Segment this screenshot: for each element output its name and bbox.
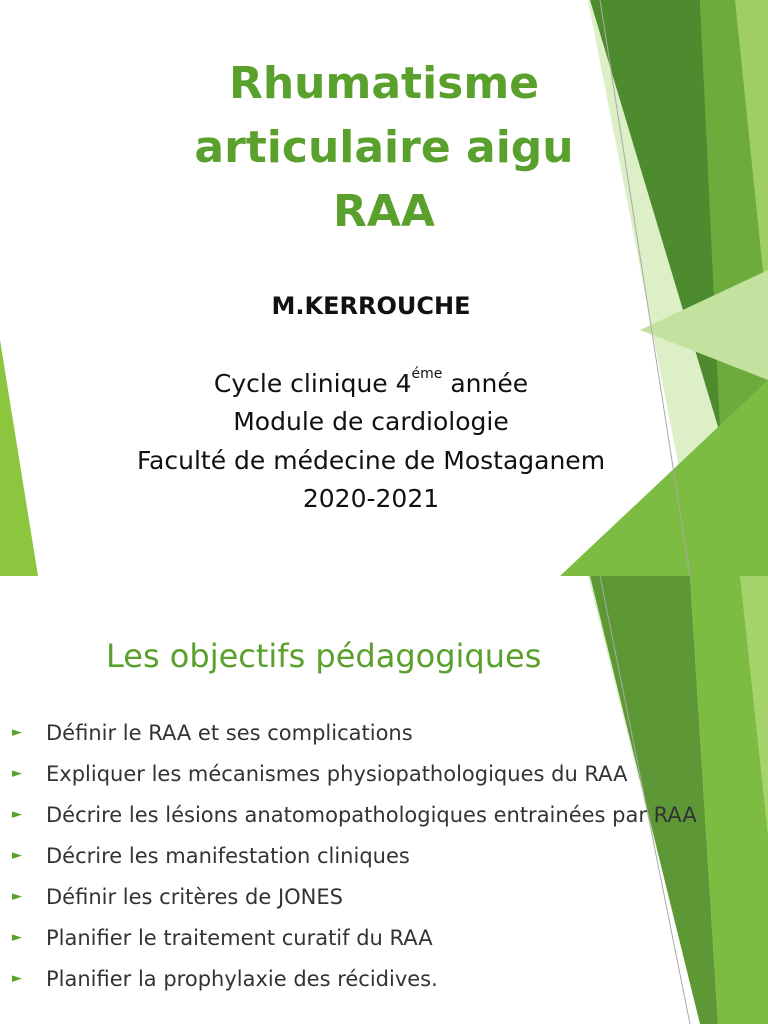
objectives-slide: [0, 576, 768, 1024]
list-item: ► Décrire les manifestation cliniques: [0, 841, 720, 871]
list-item: ► Expliquer les mécanismes physiopathologiques du RAA: [0, 759, 720, 789]
faculty-line: Faculté de médecine de Mostaganem: [136, 446, 606, 475]
cycle-prefix: Cycle clinique 4: [213, 369, 412, 398]
title-line-1: Rhumatisme: [228, 58, 540, 109]
arrow-right-icon: ►: [12, 889, 22, 904]
list-item: ► Définir les critères de JONES: [0, 882, 720, 912]
title-line-3: RAA: [333, 186, 435, 237]
list-item: ► Planifier le traitement curatif du RAA: [0, 923, 720, 953]
title-line-2: articulaire aigu: [194, 122, 574, 173]
arrow-right-icon: ►: [12, 971, 22, 986]
list-item: ► Planifier la prophylaxie des récidives.: [0, 964, 720, 994]
list-item: ► Décrire les lésions anatomopathologiques entrainées par RAA: [0, 800, 720, 830]
module-line: Module de cardiologie: [233, 407, 509, 436]
slide-title: Les objectifs pédagogiques: [106, 637, 542, 675]
list-item: ► Définir le RAA et ses complications: [0, 718, 720, 748]
arrow-right-icon: ►: [12, 848, 22, 863]
arrow-right-icon: ►: [12, 930, 22, 945]
arrow-right-icon: ►: [12, 766, 22, 781]
cycle-sup: éme: [411, 366, 443, 382]
cycle-line: [0, 366, 742, 398]
author-name: M.KERROUCHE: [271, 292, 471, 320]
cycle-suffix: année: [442, 369, 529, 398]
arrow-right-icon: ►: [12, 807, 22, 822]
year-line: 2020-2021: [302, 484, 440, 513]
objectives-list: [0, 718, 720, 1005]
arrow-right-icon: ►: [12, 725, 22, 740]
